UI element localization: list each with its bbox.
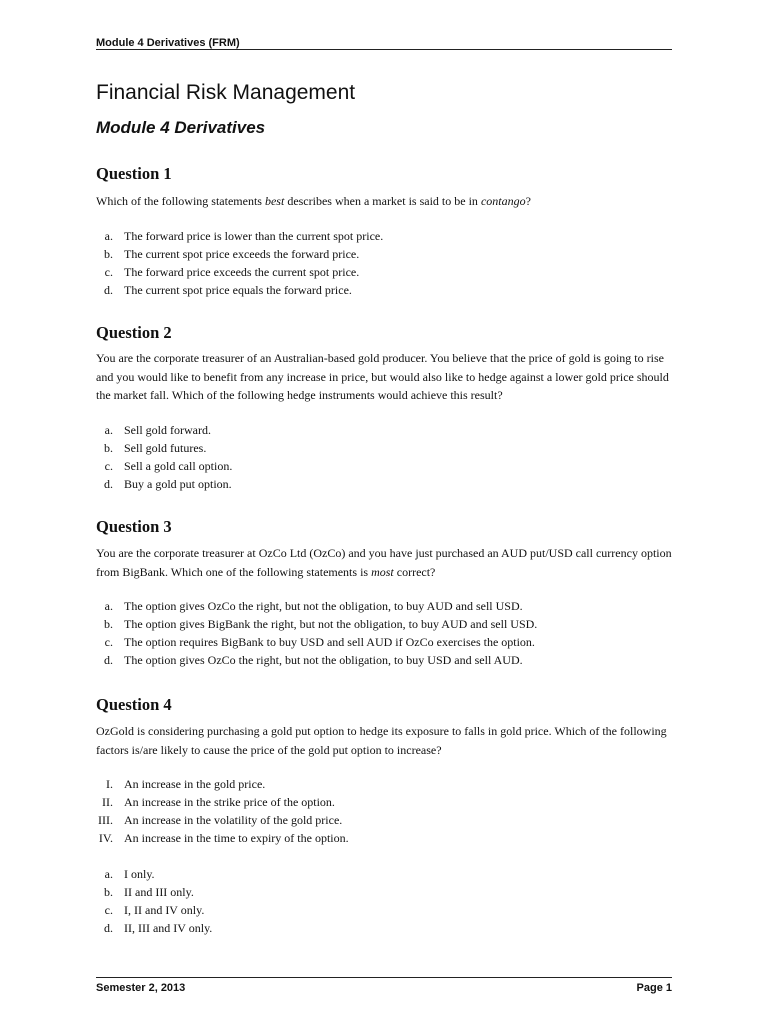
option-label: d. [104, 653, 113, 667]
option-label: b. [104, 885, 113, 899]
answer-option [96, 475, 676, 493]
option-text: The current spot price exceeds the forward price. [124, 246, 360, 261]
option-label: d. [104, 476, 113, 491]
factor-text: An increase in the strike price of the option. [124, 795, 335, 809]
option-text: The option gives OzCo the right, but not the obligation, to buy AUD and sell USD. [124, 599, 523, 613]
question-stem: You are the corporate treasurer of an Australian-based gold producer. You believe that the price of gold is going to rise and you would like to benefit from any increase in price, but would also like to hedge against a lower gold price should the market fall. Which of the following hedge instruments would achieve this result? [96, 351, 669, 402]
answer-option [96, 633, 676, 651]
factor-text: An increase in the time to expiry of the option. [124, 831, 349, 845]
option-text: The forward price is lower than the current spot price. [124, 228, 384, 243]
answer-option [96, 439, 676, 457]
question-title: Question 1 [96, 164, 172, 183]
factor-text: An increase in the gold price. [124, 777, 266, 791]
stem-emphasis: best [264, 194, 285, 208]
factor-text: An increase in the volatility of the gold price. [124, 813, 343, 827]
stem-text: ? [525, 194, 531, 208]
stem-text: describes when a market is said to be in [284, 194, 481, 208]
stem-text: correct? [393, 564, 436, 579]
option-label: a. [104, 228, 113, 243]
option-text: The current spot price equals the forward price. [124, 282, 352, 297]
answer-options [96, 227, 676, 299]
footer-semester: Semester 2, 2013 [96, 982, 186, 994]
question-stem: OzGold is considering purchasing a gold put option to hedge its exposure to falls in gold price. Which of the following factors is/are likely to cause the price of the gold put option to increase? [96, 724, 667, 757]
option-label: d. [104, 921, 113, 935]
answer-option [96, 281, 676, 299]
question-2 [96, 323, 676, 493]
page-footer [96, 977, 672, 995]
factor-item [96, 829, 676, 847]
option-text: II, III and IV only. [124, 921, 213, 935]
page-header [96, 33, 672, 50]
stem-emphasis: most [371, 564, 394, 579]
stem-emphasis: contango [480, 194, 526, 208]
answer-option [96, 421, 676, 439]
answer-option [96, 245, 676, 263]
question-stem [96, 192, 676, 211]
factor-item [96, 811, 676, 829]
question-title: Question 4 [96, 695, 172, 714]
option-text: II and III only. [124, 885, 194, 899]
option-text: The forward price exceeds the current spot price. [124, 264, 360, 279]
answer-options [96, 421, 676, 493]
answer-option [96, 227, 676, 245]
factor-label: IV. [98, 831, 113, 845]
factor-label: I. [106, 777, 113, 791]
question-title: Question 2 [96, 323, 172, 342]
option-label: a. [104, 599, 113, 613]
option-label: b. [104, 617, 113, 631]
option-label: b. [104, 440, 113, 455]
factor-label: III. [98, 813, 113, 827]
answer-option [96, 865, 676, 883]
header-text: Module 4 Derivatives (FRM) [96, 37, 240, 49]
option-label: b. [104, 246, 113, 261]
option-text: I, II and IV only. [124, 903, 205, 917]
option-label: a. [104, 422, 113, 437]
answer-option [96, 615, 676, 633]
factor-item [96, 775, 676, 793]
option-text: The option requires BigBank to buy USD and sell AUD if OzCo exercises the option. [124, 635, 535, 649]
option-label: c. [104, 264, 113, 279]
answer-option [96, 457, 676, 475]
option-text: Sell gold forward. [124, 422, 211, 437]
option-text: Sell a gold call option. [124, 458, 233, 473]
option-label: c. [104, 635, 113, 649]
answer-options [96, 865, 676, 937]
option-text: The option gives OzCo the right, but not the obligation, to buy USD and sell AUD. [124, 653, 523, 667]
option-text: The option gives BigBank the right, but not the obligation, to buy AUD and sell USD. [124, 617, 538, 631]
question-title: Question 3 [96, 517, 172, 536]
question-1 [96, 164, 676, 299]
option-label: a. [104, 867, 113, 881]
document-title: Financial Risk Management [96, 81, 356, 104]
option-text: I only. [124, 867, 155, 881]
answer-options [96, 597, 676, 669]
question-3 [96, 517, 676, 669]
question-4 [96, 695, 676, 937]
option-label: d. [104, 282, 113, 297]
answer-option [96, 597, 676, 615]
footer-page-number: Page 1 [636, 982, 672, 994]
option-label: c. [104, 458, 113, 473]
factor-label: II. [102, 795, 113, 809]
document-subtitle: Module 4 Derivatives [96, 118, 266, 137]
answer-option [96, 651, 676, 669]
stem-text: Which of the following statements [96, 194, 265, 208]
answer-option [96, 901, 676, 919]
option-text: Sell gold futures. [124, 440, 207, 455]
answer-option [96, 263, 676, 281]
stem-text: You are the corporate treasurer at OzCo Ltd (OzCo) and you have just purchased an AUD put/USD call currency option from BigBank. Which one of the following statements is [96, 546, 672, 579]
option-label: c. [104, 903, 113, 917]
question-stem [96, 544, 676, 581]
factor-item [96, 793, 676, 811]
answer-option [96, 919, 676, 937]
option-text: Buy a gold put option. [124, 476, 232, 491]
answer-option [96, 883, 676, 901]
factor-list [96, 775, 676, 847]
